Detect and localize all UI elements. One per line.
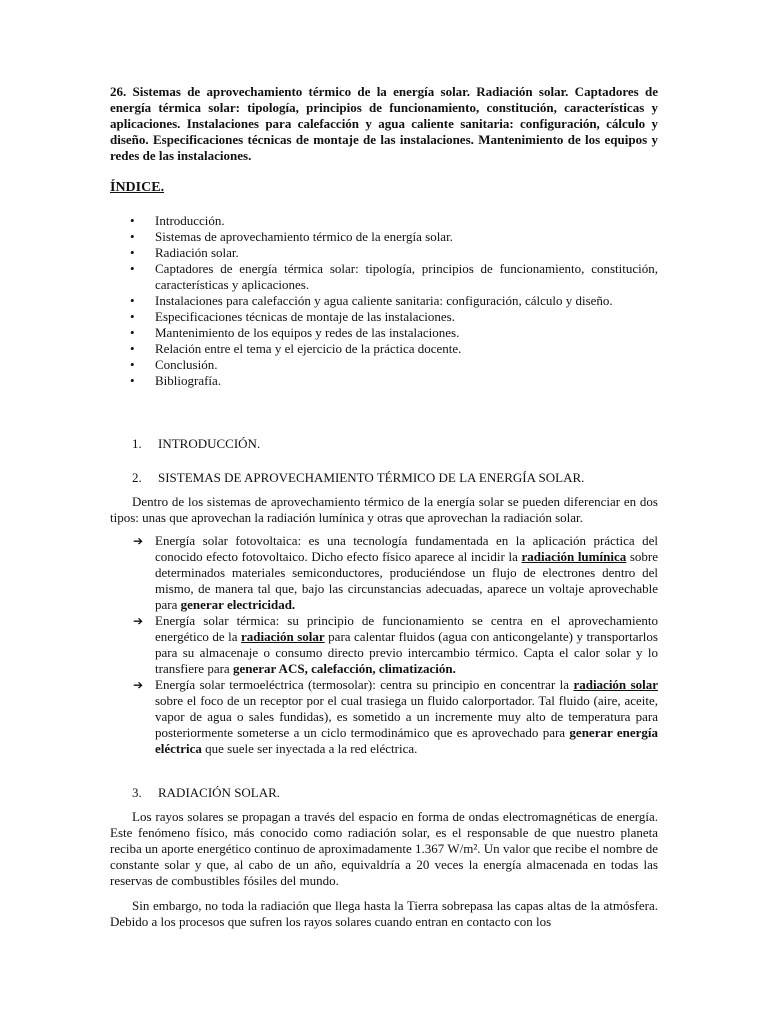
index-item: • Radiación solar. <box>130 245 239 260</box>
document-title: 26. Sistemas de aprovechamiento térmico de la energía solar. Radiación solar. Captadores de energía térmica solar: tipología, principios de funcionamiento, constitución, características y aplicaciones. Instalaciones para calefacción y agua caliente sanitaria: configuración, cálculo y diseño. Especificaciones técnicas de montaje de las instalaciones. Mantenimiento de los equipos y redes de las instalaciones. <box>110 84 658 163</box>
bullet-icon: • <box>130 309 135 324</box>
energy-type-item: ➔ Energía solar fotovoltaica: es una tecnología fundamentada en la aplicación práctica del conocido efecto fotovoltaico. Dicho efecto físico aparece al incidir la radiación lumínica sobre determinados materiales semiconductores, produciéndose un flujo de electrones dentro del mismo, de manera tal que, bajo las circunstancias adecuadas, aparece un voltaje aprovechable para generar electricidad. <box>133 533 658 612</box>
index-heading: ÍNDICE. <box>110 180 165 195</box>
section3-paragraph-1: Los rayos solares se propagan a través del espacio en forma de ondas electromagnéticas de energía. Este fenómeno físico, más conocido como radiación solar, es el responsable de que nuestro planeta reciba un aporte energético continuo de aproximadamente 1.367 W/m². Un valor que recibe el nombre de constante solar y que, al cabo de un año, equivaldría a 20 veces la energía almacenada en todas las reservas de combustibles fósiles del mundo. <box>110 809 658 888</box>
section2-intro-paragraph: Dentro de los sistemas de aprovechamiento térmico de la energía solar se pueden diferenciar en dos tipos: unas que aprovechan la radiación lumínica y otras que aprovechan la radiación solar. <box>110 494 658 525</box>
section-heading-sistemas: 2. SISTEMAS DE APROVECHAMIENTO TÉRMICO DE LA ENERGÍA SOLAR. <box>132 470 585 485</box>
arrow-right-icon: ➔ <box>133 614 144 628</box>
index-item: • Relación entre el tema y el ejercicio de la práctica docente. <box>130 341 462 356</box>
index-item: • Bibliografía. <box>130 373 222 388</box>
arrow-right-icon: ➔ <box>133 678 144 692</box>
index-item: • Conclusión. <box>130 357 218 372</box>
energy-type-item: ➔ Energía solar termoeléctrica (termosolar): centra su principio en concentrar la radiación solar sobre el foco de un receptor por el cual trasiega un fluido calorportador. Tal fluido (aire, aceite, vapor de agua o sales fundidas), es sometido a un incremente muy alto de temperatura para posteriormente someterse a un ciclo termodinámico que es aprovechado para generar energía eléctrica que suele ser inyectada a la red eléctrica. <box>133 677 659 756</box>
bullet-icon: • <box>130 341 135 356</box>
section-heading-radiacion: 3. RADIACIÓN SOLAR. <box>132 785 281 800</box>
index-item: • Mantenimiento de los equipos y redes de las instalaciones. <box>130 325 460 340</box>
section3-paragraph-2: Sin embargo, no toda la radiación que llega hasta la Tierra sobrepasa las capas altas de la atmósfera. Debido a los procesos que sufren los rayos solares cuando entran en contacto con los <box>110 898 658 929</box>
bullet-icon: • <box>130 325 135 340</box>
energy-types-list <box>110 533 658 757</box>
index-item: • Introducción. <box>130 213 225 228</box>
bullet-icon: • <box>130 213 135 228</box>
bullet-icon: • <box>130 245 135 260</box>
section-heading-introduccion: 1. INTRODUCCIÓN. <box>132 436 261 451</box>
arrow-right-icon: ➔ <box>133 534 144 548</box>
index-item: • Especificaciones técnicas de montaje de las instalaciones. <box>130 309 455 324</box>
bullet-icon: • <box>130 261 135 276</box>
index-item: • Captadores de energía térmica solar: tipología, principios de funcionamiento, constitución, características y aplicaciones. <box>130 261 658 292</box>
bullet-icon: • <box>130 373 135 388</box>
bullet-icon: • <box>130 229 135 244</box>
bullet-icon: • <box>130 357 135 372</box>
index-list <box>110 213 658 389</box>
index-item: • Instalaciones para calefacción y agua caliente sanitaria: configuración, cálculo y diseño. <box>130 293 613 308</box>
index-item: • Sistemas de aprovechamiento térmico de la energía solar. <box>130 229 453 244</box>
energy-type-item: ➔ Energía solar térmica: su principio de funcionamiento se centra en el aprovechamiento energético de la radiación solar para calentar fluidos (agua con anticongelante) y transportarlos para su almacenaje o consumo directo previo intercambio térmico. Capta el calor solar y lo transfiere para generar ACS, calefacción, climatización. <box>133 613 658 676</box>
bullet-icon: • <box>130 293 135 308</box>
